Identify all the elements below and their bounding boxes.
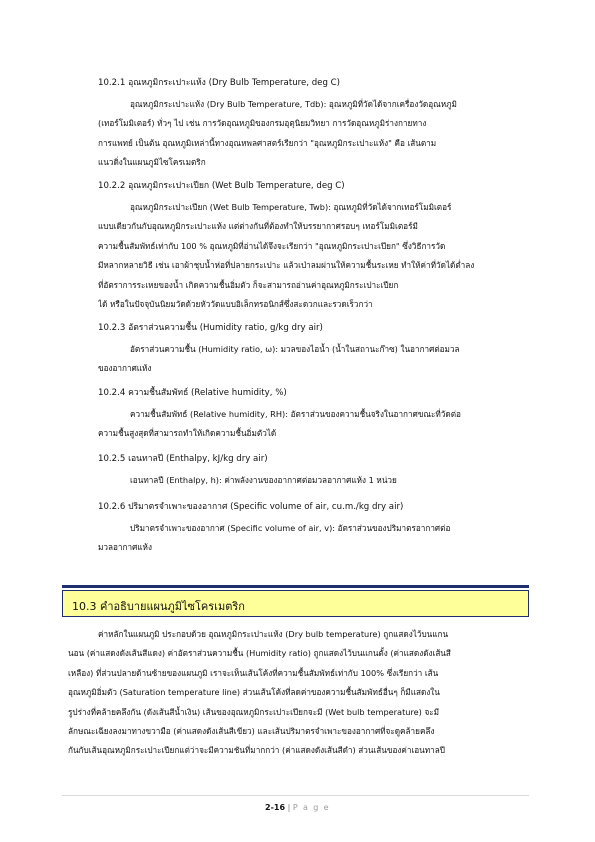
text-line: อัตราส่วนความชื้น (Humidity ratio, ω): มวลของไอน้ำ (น้ำในสถานะก๊าซ) ในอากาศต่อมวล xyxy=(130,344,460,354)
footer-separator: | xyxy=(287,803,291,812)
text-line: ความชื้นสูงสุดที่สามารถทำให้เกิดความชื้นอิ่มตัวได้ xyxy=(98,428,277,439)
section-body-10-2-2 xyxy=(98,198,529,314)
text-line: กันกับเส้นอุณหภูมิกระเปาะเปียกแต่ว่าจะมีความชันที่มากกว่า (ค่าแสดงดังเส้นสีดำ) ส่วนเส้นของค่าเอนทาลปี xyxy=(68,745,445,756)
section-body-10-2-6 xyxy=(98,519,529,558)
text-line: ความชื้นสัมพัทธ์เท่ากับ 100 % อุณหภูมิที่อ่านได้จึงจะเรียกว่า "อุณหภูมิกระเปาะเปียก" ซึ่งวิธีการวัด xyxy=(98,240,446,251)
footer-divider xyxy=(62,795,529,796)
section-banner-title: 10.3 คำอธิบายแผนภูมิไซโครเมตริก xyxy=(72,600,245,613)
text-line: ปริมาตรจำเพาะของอากาศ (Specific volume of air, v): อัตราส่วนของปริมาตรอากาศต่อ xyxy=(130,523,451,533)
section-heading-10-2-3: 10.2.3 อัตราส่วนความชื้น (Humidity ratio, g/kg dry air) xyxy=(98,323,323,333)
text-line: รูปร่างที่คล้ายคลึงกัน (ดังเส้นสีน้ำเงิน) เส้นของอุณหภูมิกระเปาะเปียกจะมี (Wet bulb temperature) จะมี xyxy=(68,706,440,717)
text-line: แนวดิ่งในแผนภูมิไซโครเมตริก xyxy=(98,157,206,168)
text-line: อุณหภูมิอิ่มตัว (Saturation temperature line) ส่วนเส้นโค้งที่ลดค่าของความชื้นสัมพัทธ์อื่นๆ ก็มีแสดงใน xyxy=(68,687,440,698)
section-body-10-2-1 xyxy=(98,95,529,173)
text-line: ได้ หรือในปัจจุบันนิยมวัดด้วยหัววัดแบบอิเล็กทรอนิกส์ซึ่งสะดวกและรวดเร็วกว่า xyxy=(98,299,373,310)
section-heading-10-2-5: 10.2.5 เอนทาลปี (Enthalpy, kJ/kg dry air) xyxy=(98,454,268,464)
page-label: P a g e xyxy=(292,803,330,812)
text-line: แบบเดียวกันกับอุณหภูมิกระเปาะแห้ง แต่ต่างกันที่ต้องทำให้บรรยากาศรอบๆ เทอร์โมมิเตอร์มี xyxy=(98,221,418,232)
text-line: เหลือง) ที่ส่วนปลายด้านซ้ายของแผนภูมิ เราจะเห็นเส้นโค้งที่ความชื้นสัมพัทธ์เท่ากับ 100% ซึ่งเรียกว่า เส้น xyxy=(68,667,439,678)
section-body-10-2-4 xyxy=(98,405,529,444)
text-line: ความชื้นสัมพัทธ์ (Relative humidity, RH): อัตราส่วนของความชื้นจริงในอากาศขณะที่วัดต่อ xyxy=(130,409,461,419)
text-line: ที่อัตราการระเหยของน้ำ เกิดความชื้นอิ่มตัว ก็จะสามารถอ่านค่าอุณหภูมิกระเปาะเปียก xyxy=(98,279,399,290)
text-line: อุณหภูมิกระเปาะเปียก (Wet Bulb Temperature, Twb): อุณหภูมิที่วัดได้จากเทอร์โมมิเตอร์ xyxy=(130,202,452,212)
text-line: ลักษณะเฉียงลงมาทางขวามือ (ค่าแสดงดังเส้นสีเขียว) และเส้นปริมาตรจำเพาะของอากาศที่จะดูคล้ายคลึง xyxy=(68,726,435,737)
text-line: ของอากาศแห้ง xyxy=(98,363,152,374)
page-number: 2-16 xyxy=(265,803,286,812)
section-heading-10-2-1: 10.2.1 อุณหภูมิกระเปาะแห้ง (Dry Bulb Temperature, deg C) xyxy=(98,78,341,88)
text-line: ค่าหลักในแผนภูมิ ประกอบด้วย อุณหภูมิกระเปาะแห้ง (Dry bulb temperature) ถูกแสดงไว้บนแกน xyxy=(98,629,449,639)
page-footer xyxy=(0,803,595,812)
chart-description-body xyxy=(68,625,529,761)
text-line: การแพทย์ เป็นต้น อุณหภูมิเหล่านี้ทางอุณหพลศาสตร์เรียกว่า "อุณหภูมิกระเปาะแห้ง" คือ เส้นตาม xyxy=(98,137,437,148)
text-line: อุณหภูมิกระเปาะแห้ง (Dry Bulb Temperature, Tdb): อุณหภูมิที่วัดได้จากเครื่องวัดอุณหภูมิ xyxy=(130,99,457,109)
section-heading-10-2-4: 10.2.4 ความชื้นสัมพัทธ์ (Relative humidity, %) xyxy=(98,388,287,398)
section-body-10-2-3 xyxy=(98,340,529,379)
section-heading-10-2-6: 10.2.6 ปริมาตรจำเพาะของอากาศ (Specific volume of air, cu.m./kg dry air) xyxy=(98,502,404,512)
section-body-10-2-5 xyxy=(98,471,529,490)
text-line: มีหลากหลายวิธี เช่น เอาผ้าชุบน้ำห่อที่ปลายกระเปาะ แล้วเป่าลมผ่านให้ความชื้นระเหย ทำให้ค่าที่วัดได้ต่ำลง xyxy=(98,260,475,271)
text-line: เอนทาลปี (Enthalpy, h): ค่าพลังงานของอากาศต่อมวลอากาศแห้ง 1 หน่วย xyxy=(130,475,397,485)
text-line: มวลอากาศแห้ง xyxy=(98,542,152,553)
text-line: (เทอร์โมมิเตอร์) ทั่วๆ ไป เช่น การวัดอุณหภูมิของกรมอุตุนิยมวิทยา การวัดอุณหภูมิร่างกายทาง xyxy=(98,118,427,129)
section-banner-bar xyxy=(62,585,529,588)
section-heading-10-2-2: 10.2.2 อุณหภูมิกระเปาะเปียก (Wet Bulb Temperature, deg C) xyxy=(98,181,345,191)
text-line: นอน (ค่าแสดงดังเส้นสีแดง) ค่าอัตราส่วนความชื้น (Humidity ratio) ถูกแสดงไว้บนแกนตั้ง (ค่าแสดงดังเส้นสี xyxy=(68,648,451,659)
